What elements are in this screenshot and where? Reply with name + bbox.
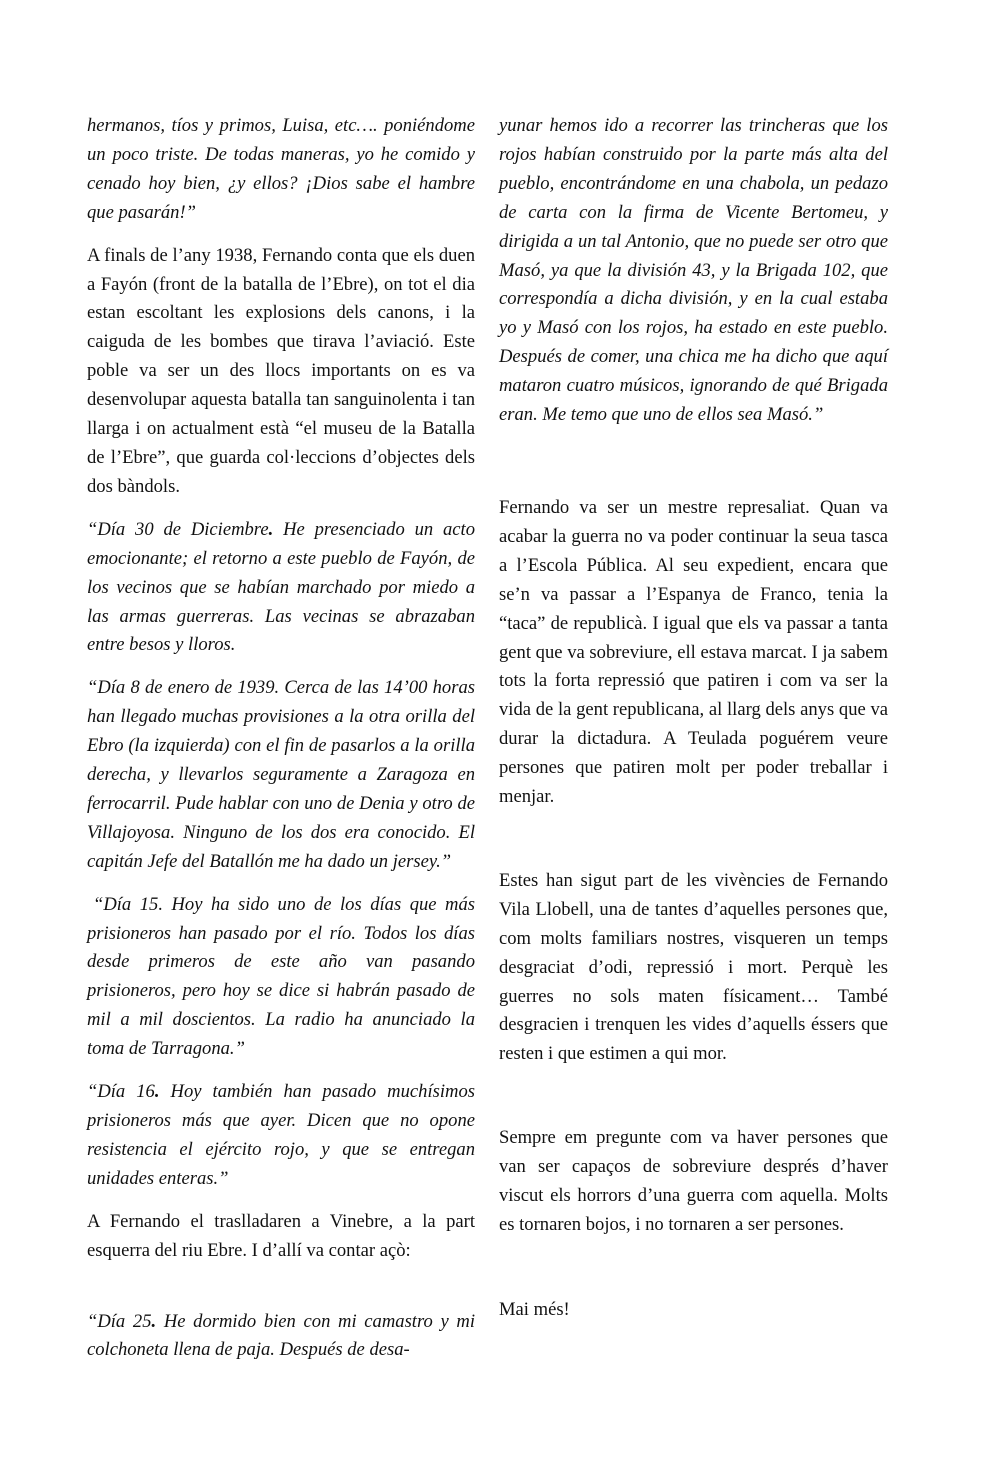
diary-date-30-december: “Día 30 de Diciembre	[87, 518, 269, 540]
diary-date-16: “Día 16	[87, 1081, 155, 1103]
right-column	[499, 112, 888, 1325]
bold-dot: .	[151, 1310, 157, 1332]
paragraph-sempre-em-pregunte: Sempre em pregunte com va haver persones que van ser capaços de sobreviure després d’haver viscut els horrors d’una guerra com aquella. Molts es tornaren bojos, i no tornaren a ser persones.	[499, 1127, 888, 1235]
left-column	[87, 112, 475, 1365]
paragraph-vinebre: A Fernando el traslladaren a Vinebre, a la part esquerra del riu Ebre. I d’allí va contar açò:	[87, 1210, 475, 1261]
bold-dot: .	[268, 518, 274, 540]
diary-entry-16	[87, 1078, 475, 1194]
diary-entry-25	[87, 1308, 475, 1366]
diary-text-25: He dormido bien con mi camastro y mi colchoneta llena de paja. Después de desa-	[87, 1310, 475, 1361]
diary-entry-25-continued: yunar hemos ido a recorrer las trincheras que los rojos habían construido por la parte más alta del pueblo, encontrándome en una chabola, un pedazo de carta con la firma de Vicente Bertomeu, y dirigida a un tal Antonio, que no puede ser otro que Masó, ya que la división 43, y la Brigada 102, que correspondía a dicha división, y en la cual estaba yo y Masó con los rojos, ha estado en este pueblo. Después de comer, una chica me ha dicho que aquí mataron cuatro músicos, ignorando de qué Brigada eran. Me temo que uno de ellos sea Masó.”	[499, 115, 888, 426]
paragraph-vivencies: Estes han sigut part de les vivències de Fernando Vila Llobell, una de tantes d’aquelles persones que, com molts familiars nostres, visqueren un temps desgraciat d’odi, repressió i mort. Perquè les guerres no sols maten físicament… També desgracien i trenquen les vides d’aquells éssers que resten i que estimen a qui mor.	[499, 869, 888, 1065]
closing-line: Mai més!	[499, 1298, 570, 1320]
diary-text-16: Hoy también han pasado muchísimos prisioneros más que ayer. Dicen que no opone resistencia el ejército rojo, y que se entregan unidades enteras.”	[87, 1081, 475, 1189]
bold-dot: .	[154, 1081, 160, 1103]
diary-excerpt-family: hermanos, tíos y primos, Luisa, etc…. poniéndome un poco triste. De todas maneras, yo he comido y cenado hoy bien, ¿y ellos? ¡Dios sabe el hambre que pasarán!”	[87, 115, 475, 223]
diary-date-25: “Día 25	[87, 1310, 152, 1332]
diary-entry-8-january: “Día 8 de enero de 1939. Cerca de las 14’00 horas han llegado muchas provisiones a la otra orilla del Ebro (la izquierda) con el fin de pasarlos a la orilla derecha, y llevarlos seguramente a Zaragoza en ferrocarril. Pude hablar con uno de Denia y otro de Villajoyosa. Ninguno de los dos era conocido. El capitán Jefe del Batallón me ha dado un jersey.”	[87, 677, 475, 872]
paragraph-fayon-front: A finals de l’any 1938, Fernando conta que els duen a Fayón (front de la batalla de l’Ebre), on tot el dia estan escoltant les explosions dels canons, i la caiguda de les bombes que tirava l’aviació. Este poble va ser un des llocs importants on es va desenvolupar aquesta batalla tan sanguinolenta i tan llarga i on actualment està “el museu de la Batalla de l’Ebre”, que guarda col·leccions d’objectes dels dos bàndols.	[87, 244, 475, 497]
diary-entry-15: “Día 15. Hoy ha sido uno de los días que más prisioneros han pasado por el río. Todos los días desde primeros de este año van pasando prisioneros, pero hoy se dice si habrán pasado de mil a mil doscientos. La radio ha anunciado la toma de Tarragona.”	[87, 893, 475, 1060]
diary-entry-30-december	[87, 516, 475, 661]
diary-text-30-december: He presenciado un acto emocionante; el retorno a este pueblo de Fayón, de los vecinos que se habían marchado por miedo a las armas guerreras. Las vecinas se abrazaban entre besos y lloros.	[87, 518, 475, 656]
paragraph-represaliat: Fernando va ser un mestre represaliat. Quan va acabar la guerra no va poder continuar la seua tasca a l’Escola Pública. Al seu expedient, encara que se’n va passar a l’Espanya de Franco, tenia la “taca” de republicà. I igual que els va passar a tanta gent que va sobreviure, ell estava marcat. I ja sabem tots la forta repressió que patiren i com va ser la vida de la gent republicana, al llarg dels anys que va durar la dictadura. A Teulada poguérem veure persones que patiren molt per poder treballar i menjar.	[499, 496, 888, 808]
